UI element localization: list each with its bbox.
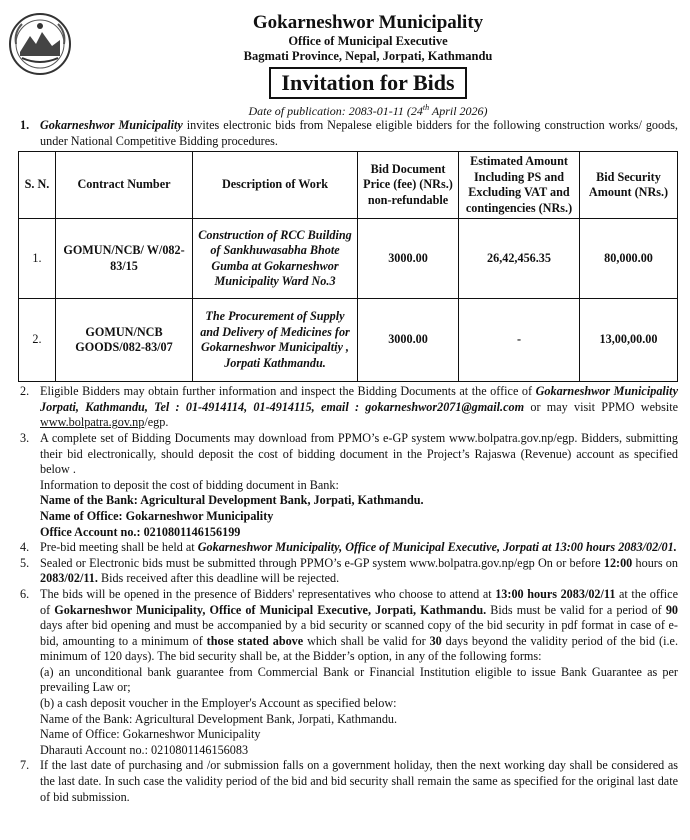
clause-number: 4. — [20, 540, 30, 555]
clause-5: 5. Sealed or Electronic bids must be submitted through PPMO’s e-GP system www.bolpatra.gov.np/egp On or before 12:00 hours on 2083/02/11. Bids received after this deadline will be rejected. — [20, 555, 678, 586]
col-header-estimate: Estimated Amount Including PS and Excluding VAT and contingencies (NRs.) — [459, 152, 580, 219]
cell-description: The Procurement of Supply and Delivery of Medicines for Gokarneshwor Municipaltiy , Jorpati Kathmandu. — [193, 299, 358, 382]
col-header-security: Bid Security Amount (NRs.) — [580, 152, 678, 219]
clause-6: 6. The bids will be opened in the presence of Bidders' representatives who choose to attend at 13:00 hours 2083/02/11 at the office of Gokarneshwor Municipality, Office of Municipal Executive, Jorpati, Kathmandu. Bids must be valid for a period of 90 days after bid opening and must be accompanied by a bid security or scanned copy of the bid security in pdf format in case of e-bid, amounting to a minimum of those stated above which shall be valid for 30 days beyond the validity period of the bid (i.e. minimum of 120 days). The bid security shall be, at the Bidder’s option, in any of the following forms: (a) an unconditional bank guarantee from Commercial Bank or Financial Institution eligible to issue Bank Guarantee as per prevailing Law or; (b) a cash deposit voucher in the Employer's Account as specified below: Name of the Bank: Agricultural Development Bank, Jorpati, Kathmandu. Name of Office: Gokarneshwor Municipality Dharauti Account no.: 0210801146156083 — [20, 586, 678, 757]
cell-estimate: - — [459, 299, 580, 382]
cell-sn: 2. — [19, 299, 56, 382]
deposit-info-heading: Information to deposit the cost of bidding document in Bank: — [40, 477, 339, 492]
clause-number: 3. — [20, 430, 30, 445]
bids-table — [18, 151, 678, 382]
deposit-office-name: Name of Office: Gokarneshwor Municipality — [40, 727, 261, 742]
table-header-row — [19, 152, 678, 219]
col-header-contract: Contract Number — [56, 152, 193, 219]
notice-header — [58, 6, 678, 99]
municipality-name: Gokarneshwor Municipality — [252, 12, 484, 33]
clause-number: 2. — [20, 384, 30, 399]
col-header-sn: S. N. — [19, 152, 56, 219]
cell-estimate: 26,42,456.35 — [459, 219, 580, 299]
office-account: Office Account no.: 0210801146156199 — [40, 524, 241, 539]
org-name: Gokarneshwor Municipality — [40, 118, 183, 132]
clause-number: 7. — [20, 758, 30, 773]
clause-text: invites electronic bids from Nepalese eligible bidders for the following construction works/ goods, under National Competitive Bidding procedures. — [40, 118, 678, 148]
col-header-description: Description of Work — [193, 152, 358, 219]
cell-description: Construction of RCC Building of Sankhuwasabha Bhote Gumba at Gokarneshwor Municipality Ward No.3 — [193, 219, 358, 299]
publication-date: Date of publication: 2083-01-11 (24th April 2026) — [248, 103, 488, 118]
bank-name: Name of the Bank: Agricultural Development Bank, Jorpati, Kathmandu. — [40, 493, 424, 508]
clause-number: 5. — [20, 555, 30, 570]
clause-4: 4. Pre-bid meeting shall be held at Gokarneshwor Municipality, Office of Municipal Executive, Jorpati at 13:00 hours 2083/02/01. — [20, 540, 677, 555]
municipality-emblem-icon — [8, 12, 72, 76]
cell-contract: GOMUN/NCB GOODS/082-83/07 — [56, 299, 193, 382]
prebid-meeting-details: Gokarneshwor Municipality, Office of Municipal Executive, Jorpati at 13:00 hours 2083/02/01. — [197, 540, 677, 555]
clause-2: 2. Eligible Bidders may obtain further information and inspect the Bidding Documents at the office of Gokarneshwor Municipality Jorpati, Kathmandu, Tel : 01-4914114, 01-4914115, email : gokarneshwor2071@gmail.com or may visit PPMO website www.bolpatra.gov.np/egp. — [20, 384, 678, 430]
cell-contract: GOMUN/NCB/ W/082-83/15 — [56, 219, 193, 299]
table-row — [19, 219, 678, 299]
cell-fee: 3000.00 — [358, 219, 459, 299]
clause-7: 7. If the last date of purchasing and /or submission falls on a government holiday, then the next working day shall be considered as the last date. In such case the validity period of the bid and bid security shall remain the same as specified for the original last date of bid submission. — [20, 758, 678, 804]
office-name-line: Name of Office: Gokarneshwor Municipality — [40, 508, 274, 523]
clause-1 — [18, 118, 678, 149]
ppmo-website-link[interactable]: www.bolpatra.gov.np — [40, 415, 145, 430]
option-a: (a) an unconditional bank guarantee from Commercial Bank or Financial Institution eligible to issue Bank Guarantee as per prevailing Law or; — [40, 664, 678, 695]
cell-security: 80,000.00 — [580, 219, 678, 299]
office-address: Bagmati Province, Nepal, Jorpati, Kathmandu — [243, 49, 493, 63]
dharauti-account: Dharauti Account no.: 0210801146156083 — [40, 742, 249, 757]
clause-3: 3. A complete set of Bidding Documents may download from PPMO’s e-GP system www.bolpatra.gov.np/egp. Bidders, submitting their bid electronically, should deposit the cost of bidding document in the Project’s Rajaswa (Revenue) account as specified below . Information to deposit the cost of bidding document in Bank: Name of the Bank: Agricultural Development Bank, Jorpati, Kathmandu. Name of Office: Gokarneshwor Municipality Office Account no.: 0210801146156199 — [20, 430, 678, 539]
cell-fee: 3000.00 — [358, 299, 459, 382]
clause-number: 1. — [20, 118, 30, 132]
cell-security: 13,00,00.00 — [580, 299, 678, 382]
table-row — [19, 299, 678, 382]
col-header-fee: Bid Document Price (fee) (NRs.) non-refundable — [358, 152, 459, 219]
cell-sn: 1. — [19, 219, 56, 299]
notice-banner: Invitation for Bids — [269, 67, 466, 99]
option-b: (b) a cash deposit voucher in the Employer's Account as specified below: — [40, 696, 397, 711]
clause-number: 6. — [20, 586, 30, 601]
office-name: Office of Municipal Executive — [288, 34, 448, 48]
contact-details: Gokarneshwor Municipality Jorpati, Kathmandu, Tel : 01-4914114, 01-4914115, email : gokarneshwor2071@gmail.com — [40, 384, 678, 414]
deposit-bank-name: Name of the Bank: Agricultural Development Bank, Jorpati, Kathmandu. — [40, 711, 398, 726]
